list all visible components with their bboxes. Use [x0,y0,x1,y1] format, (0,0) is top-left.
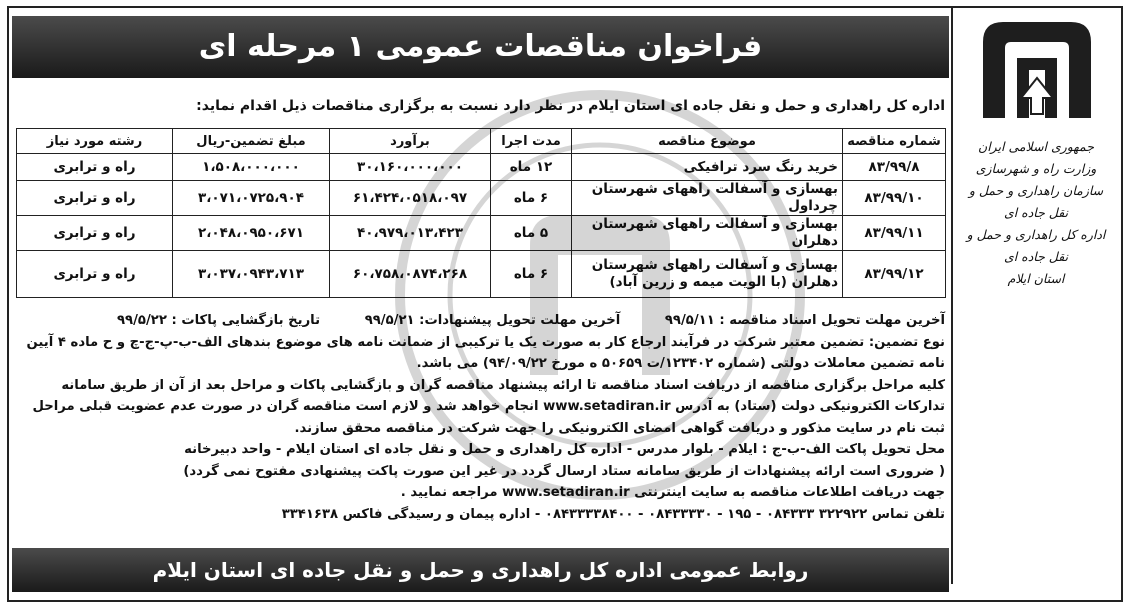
cell-estimate: ۴۰،۹۷۹،۰۱۳،۴۲۳ [330,216,491,251]
table-row [17,251,946,298]
cell-field: راه و ترابری [17,181,173,216]
notes-section [17,310,945,525]
intro-text: اداره کل راهداری و حمل و نقل جاده ای استان ایلام در نظر دارد نسبت به برگزاری مناقصات ذیل اقدام نماید: [196,98,945,114]
contact-line: تلفن تماس ۳۲۲۹۲۲ ۰۸۴۳۳۳ - ۱۹۵ - ۰۸۴۳۳۳۳۰ - ۰۸۴۳۳۳۳۸۴۰۰ - اداره پیمان و رسیدگی فاکس ۳۳۴۱۶۳۸ [281,506,945,522]
road-administration-logo-icon [973,14,1101,130]
cell-estimate: ۳۰،۱۶۰،۰۰۰،۰۰۰ [330,154,491,181]
guarantee-type-paragraph: نوع تضمین: تضمین معتبر شرکت در فرآیند ارجاع کار به صورت یک یا ترکیبی از ضمانت نامه های موضوع بندهای الف-ب-پ-ج-چ و ح ماده ۴ آیین نامه تضمین معاملات دولتی (شماره ۱۲۳۴۰۲/ت ۵۰۶۵۹ ه مورخ ۹۴/۰۹/۲۲) می باشد. [26,334,945,371]
procedure-paragraph: کلیه مراحل برگزاری مناقصه از دریافت اسناد مناقصه تا ارائه پیشنهاد مناقصه گران و بازگشایی پاکات و مراحل بعد از آن از طریق سامانه تدارکات الکترونیکی دولت (ستاد) به آدرس www.setadiran.ir انجام خواهد شد و لازم است مناقصه گران در صورت عدم عضویت قبلی مراحل ثبت نام در سایت مذکور و دریافت گواهی امضای الکترونیکی را جهت شرکت در مناقصه محقق سازند. [32,377,945,436]
cell-field: راه و ترابری [17,154,173,181]
cell-number: ۸۳/۹۹/۱۰ [843,181,946,216]
delivery-address: محل تحویل پاکت الف-ب-ج : ایلام - بلوار مدرس - اداره کل راهداری و حمل و نقل جاده ای استان ایلام - واحد دبیرخانه [184,442,945,457]
deadlines-line [17,310,945,332]
cell-number: ۸۳/۹۹/۱۲ [843,251,946,298]
cell-duration: ۱۲ ماه [491,154,572,181]
ministry-text [959,136,1113,290]
cell-estimate: ۶۰،۷۵۸،۰۸۷۴،۲۶۸ [330,251,491,298]
cell-duration: ۵ ماه [491,216,572,251]
main-content [12,8,949,598]
table-row [17,154,946,181]
offers-deadline: آخرین مهلت تحویل پیشنهادات: ۹۹/۵/۲۱ [364,313,621,328]
header-duration: مدت اجرا [491,129,572,154]
tenders-table [16,128,946,298]
ministry-line: وزارت راه و شهرسازی [975,161,1097,176]
submission-note: ( ضروری است ارائه پیشنهادات از طریق سامانه ستاد ارسال گردد در غیر این صورت پاکت پیشنهادی مفتوح نمی گردد) [183,463,945,479]
ministry-line: استان ایلام [1007,271,1065,286]
cell-number: ۸۳/۹۹/۸ [843,154,946,181]
cell-subject: بهسازی و آسفالت راههای شهرستان چرداول [572,181,843,216]
header-subject: موضوع مناقصه [572,129,843,154]
info-website-line: جهت دریافت اطلاعات مناقصه به سایت اینترنتی www.setadiran.ir مراجعه نمایید . [400,485,945,500]
cell-duration: ۶ ماه [491,251,572,298]
cell-duration: ۶ ماه [491,181,572,216]
ministry-line: جمهوری اسلامی ایران [978,139,1094,154]
cell-estimate: ۶۱،۴۲۴،۰۵۱۸،۰۹۷ [330,181,491,216]
cell-guarantee: ۳،۰۷۱،۰۷۲۵،۹۰۴ [173,181,330,216]
footer-bar: روابط عمومی اداره کل راهداری و حمل و نقل جاده ای استان ایلام [12,548,949,592]
table-header-row [17,129,946,154]
ministry-line: اداره کل راهداری و حمل و نقل جاده ای [966,227,1106,264]
docs-deadline: آخرین مهلت تحویل اسناد مناقصه : ۹۹/۵/۱۱ [664,313,945,328]
header-field: رشته مورد نیاز [17,129,173,154]
cell-field: راه و ترابری [17,216,173,251]
page-title: فراخوان مناقصات عمومی ۱ مرحله ای [12,16,949,78]
cell-guarantee: ۳،۰۳۷،۰۹۴۳،۷۱۳ [173,251,330,298]
header-estimate: برآورد [330,129,491,154]
cell-subject: خرید رنگ سرد ترافیکی [572,154,843,181]
logo-column [951,8,1121,584]
table-row [17,216,946,251]
cell-number: ۸۳/۹۹/۱۱ [843,216,946,251]
cell-subject: بهسازی و آسفالت راههای شهرستان دهلران [572,216,843,251]
ministry-line: سازمان راهداری و حمل و نقل جاده ای [968,183,1104,220]
cell-guarantee: ۱،۵۰۸،۰۰۰،۰۰۰ [173,154,330,181]
header-number: شماره مناقصه [843,129,946,154]
header-guarantee: مبلغ تضمین-ریال [173,129,330,154]
opening-date: تاریخ بازگشایی پاکات : ۹۹/۵/۲۲ [117,313,321,328]
table-row [17,181,946,216]
cell-guarantee: ۲،۰۴۸،۰۹۵۰،۶۷۱ [173,216,330,251]
cell-field: راه و ترابری [17,251,173,298]
cell-subject: بهسازی و آسفالت راههای شهرستان دهلران (با الویت میمه و زرین آباد) [572,251,843,298]
